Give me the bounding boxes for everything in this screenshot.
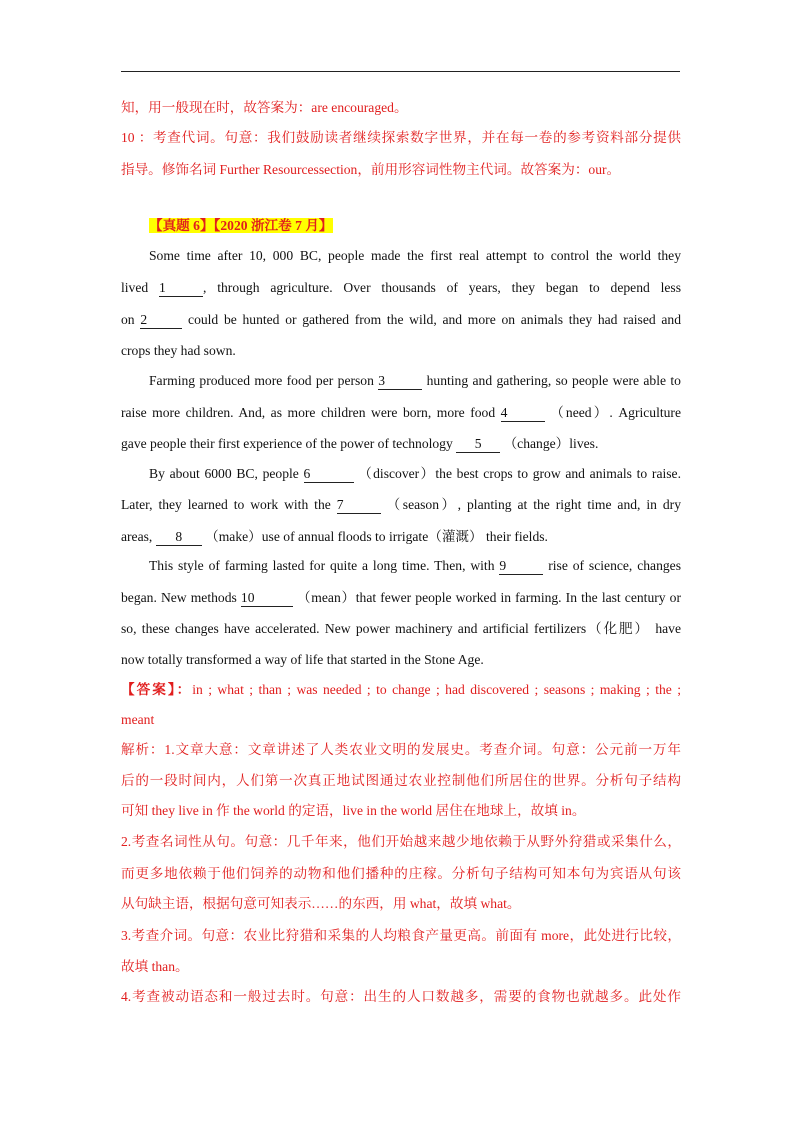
text: areas,	[121, 529, 153, 544]
passage-p2-line3	[121, 434, 681, 454]
blank-5: 5	[456, 436, 500, 453]
analysis-line9: 4.考查被动语态和一般过去时。句意：出生的人口数越多，需要的食物也就越多。此处作	[121, 989, 681, 1004]
text: （change）lives.	[503, 436, 599, 451]
passage-p3-line2	[121, 495, 681, 515]
text: began. New methods	[121, 590, 237, 605]
analysis-line4: 2.考查名词性从句。句意：几千年来，他们开始越来越少地依赖于从野外狩猎或采集什么，	[121, 834, 681, 849]
text: （season）, planting at the right time and, in dry	[386, 497, 682, 512]
passage-p1-line3	[121, 310, 681, 330]
blank-10: 10	[241, 590, 293, 607]
blank-4: 4	[501, 405, 545, 422]
answer-line1	[121, 680, 681, 700]
passage-p2-line1	[149, 371, 681, 391]
text: on	[121, 312, 135, 327]
passage-p4-line2	[121, 588, 681, 608]
prev-answer-line: 知，用一般现在时，故答案为：are encouraged。	[121, 100, 408, 115]
text: lived	[121, 280, 149, 295]
blank-6: 6	[304, 466, 354, 483]
blank-7: 7	[337, 497, 381, 514]
section-tag-source: 【2020 浙江卷 7 月】	[213, 218, 333, 233]
text: This style of farming lasted for quite a long time. Then, with	[149, 558, 495, 573]
text: could be hunted or gathered from the wild, and more on animals they had raised and	[188, 312, 681, 327]
analysis-line2: 后的一段时间内，人们第一次真正地试图通过农业控制他们所居住的世界。分析句子结构	[121, 773, 681, 788]
blank-2: 2	[140, 312, 182, 329]
section-tag	[149, 216, 681, 236]
section-tag-number: 【真题 6】	[149, 218, 214, 233]
answer-line2: meant	[121, 712, 155, 727]
passage-p3-line1	[149, 464, 681, 484]
text: By about 6000 BC, people	[149, 466, 299, 481]
q10-explanation-line1: 10 ：考查代词。句意：我们鼓励读者继续探索数字世界，并在每一卷的参考资料部分提供	[121, 130, 681, 145]
text: raise more children. And, as more children were born, more food	[121, 405, 496, 420]
answer-text: in ; what ; than ; was needed ; to change ; had discovered ; seasons ; making ; the ;	[192, 682, 682, 697]
passage-p3-line3	[121, 527, 681, 547]
passage-p4-line4: now totally transformed a way of life that started in the Stone Age.	[121, 652, 484, 667]
analysis-line8: 故填 than。	[121, 959, 189, 974]
header-rule	[121, 71, 680, 72]
blank-1: 1	[159, 280, 203, 297]
text: （discover）the best crops to grow and animals to raise.	[358, 466, 681, 481]
analysis-line5: 而更多地依赖于他们饲养的动物和他们播种的庄稼。分析句子结构可知本句为宾语从句该	[121, 866, 681, 881]
passage-p4-line1	[149, 556, 681, 576]
analysis-line3: 可知 they live in 作 the world 的定语，live in the world 居住在地球上，故填 in。	[121, 803, 586, 818]
blank-3: 3	[378, 373, 422, 390]
answer-label: 【答案】：	[121, 682, 193, 697]
analysis-line6: 从句缺主语，根据句意可知表示……的东西，用 what，故填 what。	[121, 896, 521, 911]
text: Farming produced more food per person	[149, 373, 374, 388]
passage-p1-line2	[121, 278, 681, 298]
passage-p1-line1: Some time after 10, 000 BC, people made the first real attempt to control the world they	[149, 248, 681, 263]
text: （make）use of annual floods to irrigate（灌溉） their fields.	[205, 529, 548, 544]
text: （need）. Agriculture	[550, 405, 681, 420]
passage-p1-line4: crops they had sown.	[121, 343, 236, 358]
text: , through agriculture. Over thousands of years, they began to depend less	[203, 280, 681, 295]
blank-9: 9	[499, 558, 543, 575]
passage-p4-line3: so, these changes have accelerated. New power machinery and artificial fertilizers（化肥） have	[121, 621, 681, 636]
text: Later, they learned to work with the	[121, 497, 331, 512]
q10-explanation-line2: 指导。修饰名词 Further Resourcessection，前用形容词性物主代词。故答案为：our。	[121, 162, 621, 177]
text: gave people their first experience of the power of technology	[121, 436, 453, 451]
text: hunting and gathering, so people were able to	[426, 373, 681, 388]
text: （mean）that fewer people worked in farming. In the last century or	[297, 590, 681, 605]
analysis-line7: 3.考查介词。句意：农业比狩猎和采集的人均粮食产量更高。前面有 more，此处进行比较，	[121, 928, 681, 943]
analysis-line1: 解析：1.文章大意：文章讲述了人类农业文明的发展史。考查介词。句意：公元前一万年	[121, 742, 681, 757]
passage-p2-line2	[121, 403, 681, 423]
blank-8: 8	[156, 529, 202, 546]
text: rise of science, changes	[548, 558, 681, 573]
